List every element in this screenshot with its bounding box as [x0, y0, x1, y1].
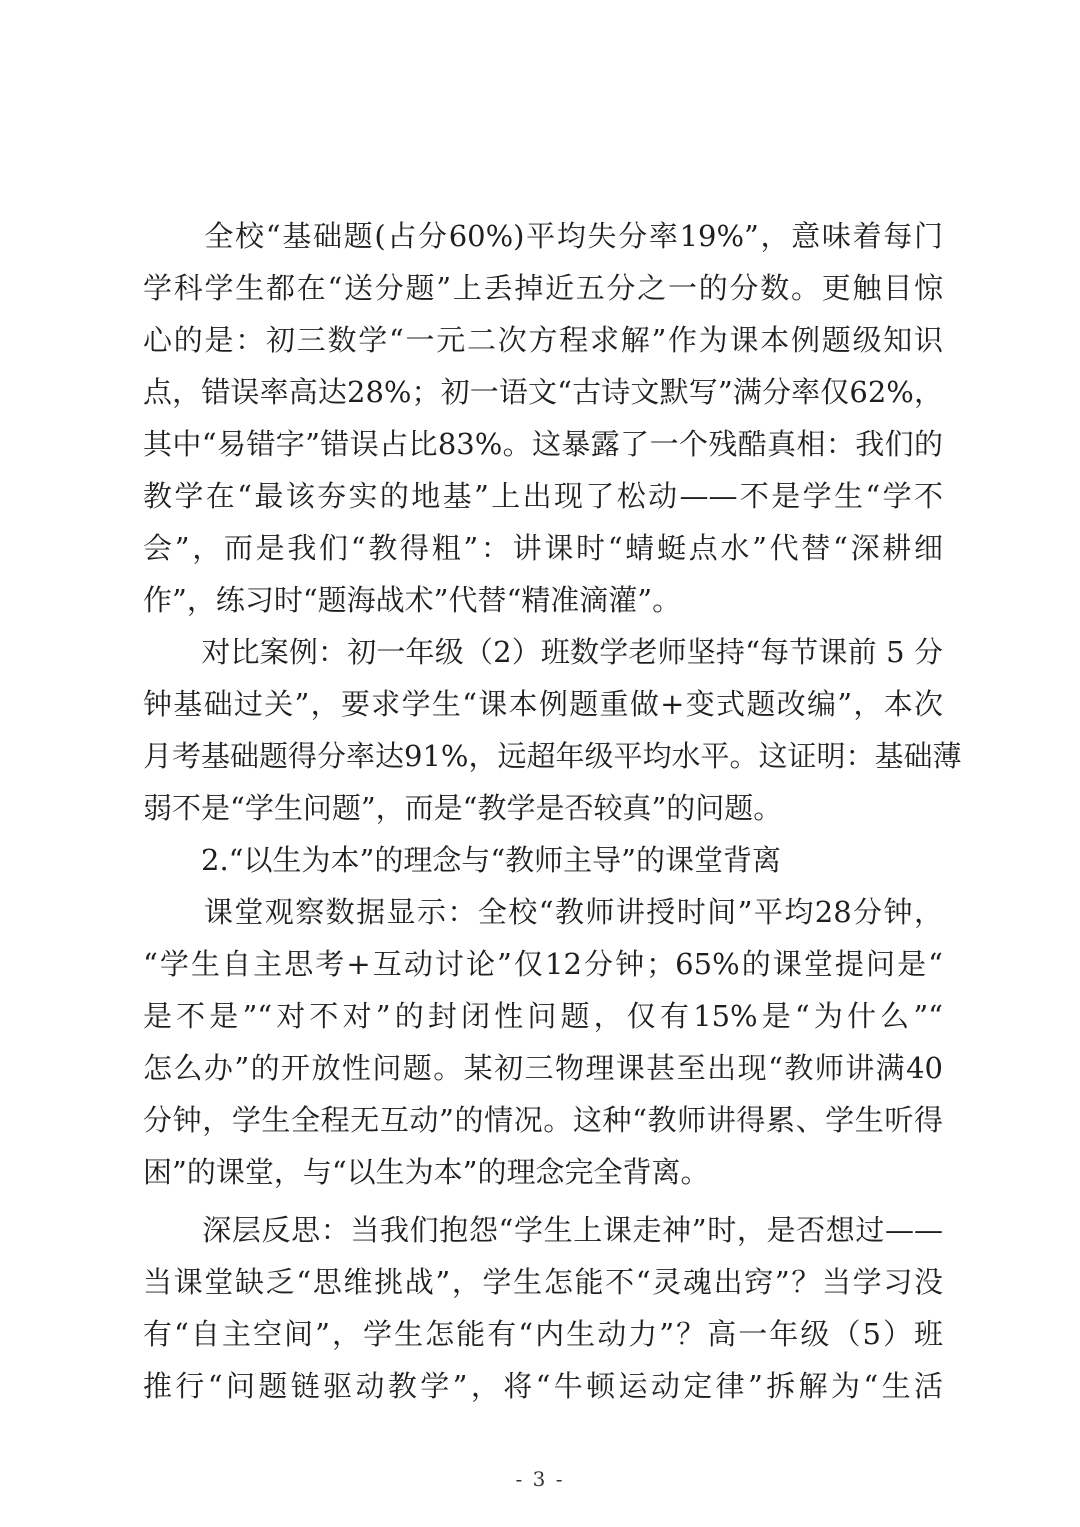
text-line: 对比案例：初一年级（2）班数学老师坚持“每节课前 5 分: [143, 635, 943, 669]
text-line: 弱不是“学生问题”，而是“教学是否较真”的问题。: [143, 791, 783, 825]
page-number: - 3 -: [515, 1467, 565, 1491]
text-line: 分钟，学生全程无互动”的情况。这种“教师讲得累、学生听得: [143, 1103, 943, 1137]
text-line: 困”的课堂，与“以生为本”的理念完全背离。: [143, 1155, 710, 1189]
text-line: 有“自主空间”，学生怎能有“内生动力”？高一年级（5）班: [143, 1317, 943, 1351]
text-line: 怎么办”的开放性问题。某初三物理课甚至出现“教师讲满40: [143, 1051, 943, 1085]
text-line: 心的是：初三数学“一元二次方程求解”作为课本例题级知识: [143, 323, 943, 357]
text-line: 钟基础过关”，要求学生“课本例题重做+变式题改编”，本次: [143, 687, 943, 721]
text-line: 教学在“最该夯实的地基”上出现了松动——不是学生“学不: [143, 479, 943, 513]
text-line: 全校“基础题(占分60%)平均失分率19%”，意味着每门: [143, 219, 943, 253]
text-line: “学生自主思考+互动讨论”仅12分钟；65%的课堂提问是“: [143, 947, 943, 981]
text-line: 推行“问题链驱动教学”，将“牛顿运动定律”拆解为“生活: [143, 1369, 943, 1403]
section-heading: 2.“以生为本”的理念与“教师主导”的课堂背离: [143, 843, 781, 877]
text-line: 当课堂缺乏“思维挑战”，学生怎能不“灵魂出窍”？当学习没: [143, 1265, 943, 1299]
text-line: 是不是”“对不对”的封闭性问题，仅有15%是“为什么”“: [143, 999, 943, 1033]
text-line: 会”，而是我们“教得粗”：讲课时“蜻蜓点水”代替“深耕细: [143, 531, 943, 565]
text-line: 课堂观察数据显示：全校“教师讲授时间”平均28分钟，: [143, 895, 943, 929]
text-line: 月考基础题得分率达91%，远超年级平均水平。这证明：基础薄: [143, 739, 962, 773]
text-line: 学科学生都在“送分题”上丢掉近五分之一的分数。更触目惊: [143, 271, 943, 305]
body-text: [143, 210, 962, 1412]
text-line: 其中“易错字”错误占比83%。这暴露了一个残酷真相：我们的: [143, 427, 943, 461]
text-line: 点，错误率高达28%；初一语文“古诗文默写”满分率仅62%，: [143, 375, 943, 409]
text-line: 深层反思：当我们抱怨“学生上课走神”时，是否想过——: [143, 1213, 943, 1247]
text-line: 作”，练习时“题海战术”代替“精准滴灌”。: [143, 583, 682, 617]
